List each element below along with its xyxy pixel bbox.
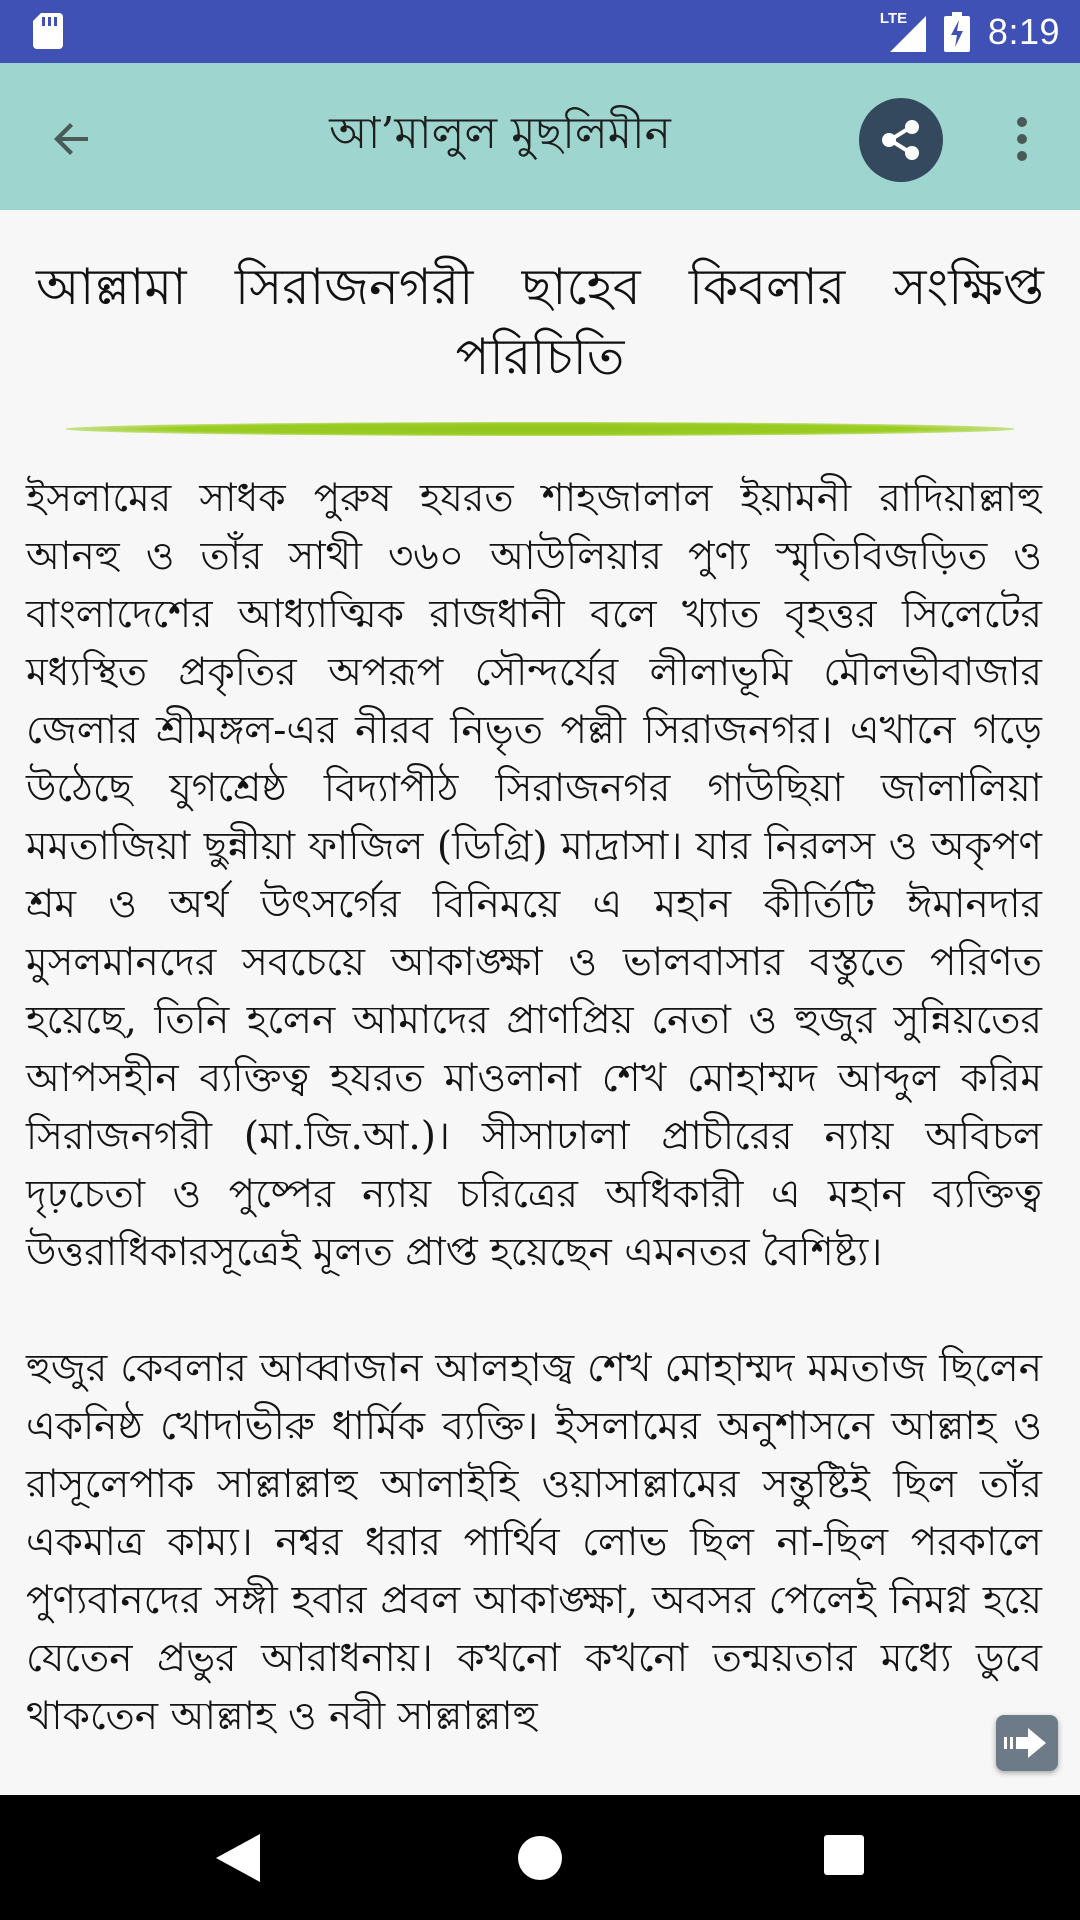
nav-recents-icon[interactable] (824, 1835, 864, 1875)
status-clock: 8:19 (987, 10, 1060, 52)
next-arrow-icon (1004, 1725, 1050, 1761)
share-button[interactable] (859, 98, 943, 182)
article-title: আল্লামা সিরাজনগরী ছাহেব কিবলার সংক্ষিপ্ত পরিচিতি (36, 258, 1044, 386)
more-vert-icon (1015, 116, 1029, 162)
signal-lte-icon (878, 9, 926, 52)
app-title: আ’মালুল মুছলিমীন (329, 108, 671, 159)
article-paragraph: ইসলামের সাধক পুরুষ হযরত শাহজালাল ইয়ামনী রাদিয়াল্লাহু আনহু ও তাঁর সাথী ৩৬০ আউলিয়ার পুণ্য স্মৃতিবিজড়িত ও বাংলাদেশের আধ্যাত্মিক রাজধানী বলে খ্যাত বৃহত্তর সিলেটের মধ্যস্থিত প্রকৃতির অপরূপ সৌন্দর্যের লীলাভূমি মৌলভীবাজার জেলার শ্রীমঙ্গল-এর নীরব নিভৃত পল্লী সিরাজনগর। এখানে গড়ে উঠেছে যুগশ্রেষ্ঠ বিদ্যাপীঠ সিরাজনগর গাউছিয়া জালালিয়া মমতাজিয়া ছুন্নীয়া ফাজিল (ডিগ্রি) মাদ্রাসা। যার নিরলস ও অকৃপণ শ্রম ও অর্থ উৎসর্গের বিনিময়ে এ মহান কীর্তিটি ঈমানদার মুসলমানদের সবচেয়ে আকাঙ্ক্ষা ও ভালবাসার বস্তুতে পরিণত হয়েছে, তিনি হলেন আমাদের প্রাণপ্রিয় নেতা ও হুজুর সুন্নিয়তের আপসহীন ব্যক্তিত্ব হযরত মাওলানা শেখ মোহাম্মদ আব্দুল করিম সিরাজনগরী (মা.জি.আ.)। সীসাঢালা প্রাচীরের ন্যায় অবিচল দৃঢ়চেতা ও পুষ্পের ন্যায় চরিত্রের অধিকারী এ মহান ব্যক্তিত্ব উত্তরাধিকারসূত্রেই মূলত প্রাপ্ত হয়েছেন এমনতর বৈশিষ্ট্য। (26, 476, 1043, 1275)
sd-card-icon (33, 13, 63, 49)
more-options-button[interactable] (1000, 103, 1044, 175)
status-icons (878, 0, 1060, 63)
share-icon (878, 117, 924, 163)
nav-back-icon[interactable] (210, 1830, 264, 1886)
network-type-label: LTE (879, 9, 908, 27)
system-nav-bar (0, 1795, 1080, 1920)
status-bar (0, 0, 1080, 63)
nav-home-icon[interactable] (518, 1836, 562, 1880)
arrow-back-icon (48, 115, 96, 163)
title-divider (65, 422, 1015, 436)
battery-charging-icon (944, 12, 970, 52)
app-bar (0, 63, 1080, 210)
article-paragraph: হুজুর কেবলার আব্বাজান আলহাজ্ব শেখ মোহাম্মদ মমতাজ ছিলেন একনিষ্ঠ খোদাভীরু ধার্মিক ব্যক্তি। ইসলামের অনুশাসনে আল্লাহ ও রাসূলেপাক সাল্লাল্লাহু আলাইহি ওয়াসাল্লামের সন্তুষ্টিই ছিল তাঁর একমাত্র কাম্য। নশ্বর ধরার পার্থিব লোভ ছিল না-ছিল পরকালে পুণ্যবানদের সঙ্গী হবার প্রবল আকাঙ্ক্ষা, অবসর পেলেই নিমগ্ন হয়ে যেতেন প্রভুর আরাধনায়। কখনো কখনো তন্ময়তার মধ্যে ডুবে থাকতেন আল্লাহ ও নবী সাল্লাল্লাহু (26, 1346, 1042, 1739)
next-page-button[interactable] (996, 1715, 1058, 1771)
article-scroll-view[interactable] (0, 210, 1080, 1795)
back-button[interactable] (36, 103, 108, 175)
